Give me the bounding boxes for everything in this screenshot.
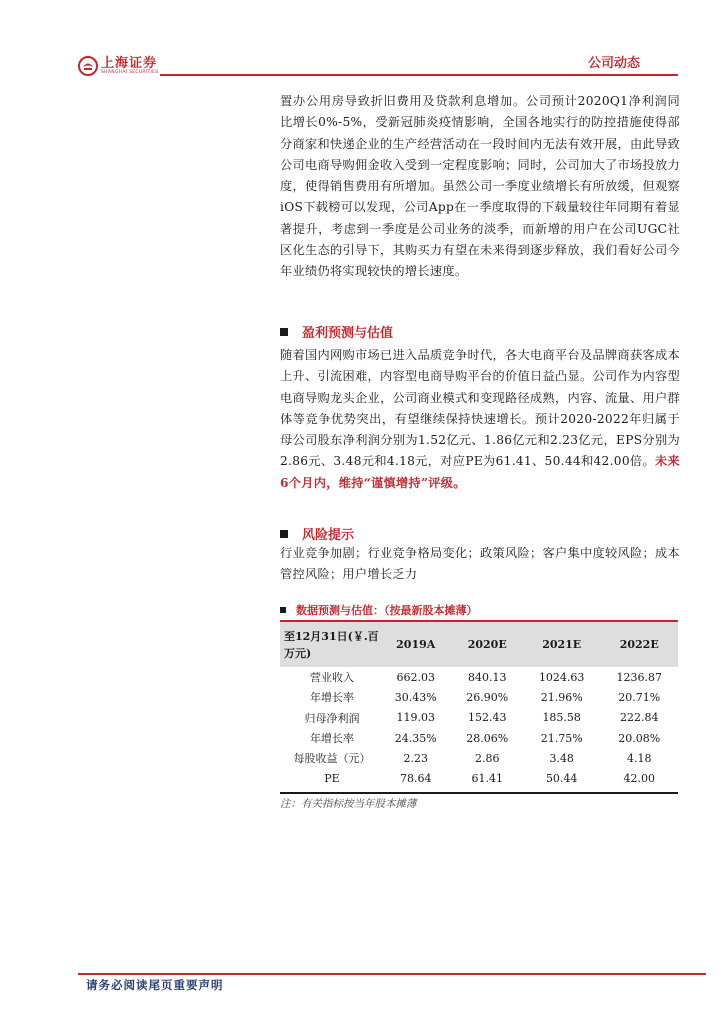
column-header: 2021E [523, 622, 601, 667]
forecast-text: 随着国内网购市场已进入品质竞争时代，各大电商平台及品牌商获客成本上升、引流困难，内容型电商导购平台的价值日益凸显。公司作为内容型电商导购龙头企业，公司商业模式和变现路径成熟，内容、流量、用户群体等竞争优势突出，有望继续保持快速增长。预计2020-2022年归属于母公司股东净利润分别为1.52亿元、1.86亿元和2.23亿元，EPS分别为2.86元、3.48元和4.18元，对应PE为61.41、50.44和42.00倍。 [280, 348, 680, 469]
header-divider [160, 74, 678, 76]
table-cell: 30.43% [394, 690, 437, 704]
row-label: 营业收入 [310, 671, 354, 685]
rating-highlight: 未来6个月内，维持“谨慎增持”评级。 [280, 454, 680, 490]
section-heading-risk [280, 524, 354, 543]
table-caption [280, 602, 478, 618]
section-heading-forecast [280, 322, 393, 341]
logo-english-name: SHANGHAI SECURITIES [101, 69, 159, 75]
table-cell: 662.03 [396, 670, 435, 684]
column-header: 2022E [600, 622, 678, 667]
column-header: 2019A [380, 622, 451, 667]
table-row [280, 748, 678, 768]
table-row [280, 728, 678, 748]
table-cell: 152.43 [467, 711, 507, 725]
table-header-label: 至12月31日(￥.百万元) [280, 622, 380, 667]
bullet-square-icon [280, 530, 288, 538]
row-label: 年增长率 [310, 691, 354, 705]
table-cell: 21.96% [540, 690, 583, 704]
table-cell: 2.23 [403, 751, 428, 765]
body-paragraph: 置办公用房导致折旧费用及贷款利息增加。公司预计2020Q1净利润同比增长0%-5%，受新冠肺炎疫情影响，全国各地实行的防控措施使得部分商家和快递企业的生产经营活动在一段时间内无法有效开展，由此导致公司电商导购佣金收入受到一定程度影响；同时，公司加大了市场投放力度，使得销售费用有所增加。虽然公司一季度业绩增长有所放缓，但观察iOS下载榜可以发现，公司App在一季度取得的下载量较往年同期有着显著提升，考虑到一季度是公司业务的淡季，而新增的用户在公司UGC社区化生态的引导下，其购买力有望在未来得到逐步释放，我们看好公司今年业绩仍将实现较快的增长速度。 [280, 94, 680, 279]
forecast-paragraph [280, 345, 680, 494]
table-cell: 50.44 [545, 772, 578, 786]
table-cell: 28.06% [466, 731, 509, 745]
table-cell: 26.90% [466, 690, 509, 704]
page-header [78, 50, 678, 80]
section-title: 盈利预测与估值 [302, 326, 394, 341]
table-cell: 3.48 [549, 751, 574, 765]
bullet-square-icon [280, 607, 286, 613]
section-title: 风险提示 [302, 528, 355, 543]
forecast-table [280, 622, 678, 789]
footer-disclaimer: 请务必阅读尾页重要声明 [86, 978, 224, 992]
table-row [280, 708, 678, 728]
footer-divider [78, 973, 706, 975]
table-cell: 2.86 [474, 751, 500, 765]
table-row [280, 687, 678, 707]
report-type-label: 公司动态 [587, 56, 640, 71]
logo-emblem-icon [78, 56, 98, 76]
column-header: 2020E [451, 622, 522, 667]
table-cell: 20.71% [618, 690, 661, 704]
table-note: 注：有关指标按当年股本摊薄 [280, 798, 417, 810]
table-caption-text: 数据预测与估值：（按最新股本摊薄） [296, 604, 478, 617]
row-label: 年增长率 [310, 732, 354, 746]
table-cell: 185.58 [542, 711, 581, 725]
table-row [280, 768, 678, 788]
table-cell: 24.35% [394, 731, 437, 745]
table-cell: 4.18 [626, 751, 652, 765]
table-cell: 1024.63 [538, 670, 585, 684]
table-bottom-rule [280, 792, 678, 794]
risk-paragraph: 行业竞争加剧；行业竞争格局变化；政策风险；客户集中度较风险；成本管控风险；用户增长乏力 [280, 546, 680, 582]
table-cell: 78.64 [399, 772, 432, 786]
table-cell: 61.41 [471, 772, 503, 786]
table-header-row [280, 622, 678, 667]
table-cell: 1236.87 [616, 670, 662, 684]
row-label: 归母净利润 [304, 711, 360, 725]
logo-chinese-name: 上海证券 [101, 55, 158, 71]
table-cell: 222.84 [619, 711, 659, 725]
row-label: PE [324, 772, 340, 786]
table-cell: 119.03 [396, 711, 435, 725]
row-label: 每股收益（元） [293, 752, 371, 766]
table-row [280, 667, 678, 687]
bullet-square-icon [280, 328, 288, 336]
table-cell: 21.75% [540, 731, 583, 745]
company-logo [78, 56, 158, 76]
table-cell: 20.08% [618, 731, 661, 745]
table-cell: 840.13 [467, 670, 507, 684]
table-cell: 42.00 [623, 772, 655, 786]
